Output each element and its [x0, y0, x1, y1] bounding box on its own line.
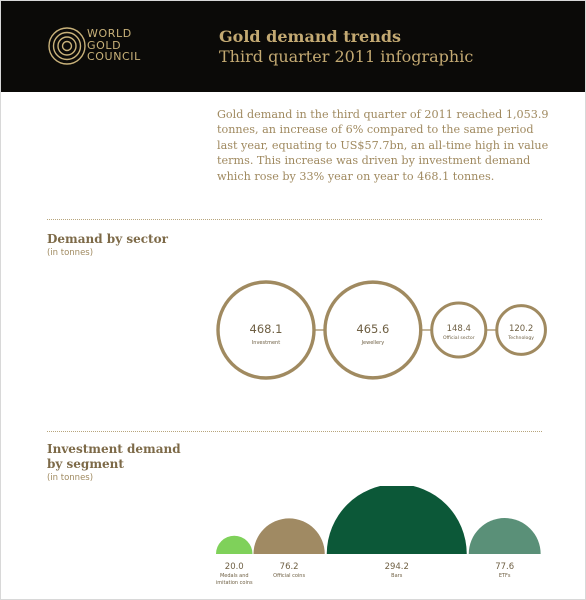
segment-value: 76.2 [279, 562, 299, 572]
brand-line: COUNCIL [87, 50, 141, 63]
page-subtitle: Third quarter 2011 infographic [219, 47, 474, 66]
intro-paragraph: Gold demand in the third quarter of 2011 reached 1,053.9 tonnes, an increase of 6% compared to the same period last year, equating to US$57.7bn, an all-time high in value terms. This increase was driven by investment demand which rose by 33% year on year to 468.1 tonnes. [217, 108, 549, 183]
bubble-label: Technology [508, 336, 534, 341]
bubble-label: Investment [251, 340, 281, 346]
segment-title-line: by segment [47, 457, 124, 471]
half-bubble-medals-and-imitation-coins [216, 536, 253, 554]
segment-label: Medals and [219, 573, 249, 579]
segment-value: 77.6 [495, 562, 515, 572]
brand-line: GOLD [87, 38, 122, 52]
world-gold-council-logo-icon [47, 26, 87, 66]
brand-name [87, 28, 141, 63]
bubble-label: Official sector [442, 336, 475, 341]
sector-section-title: Demand by sector [47, 232, 168, 246]
bubble-value: 148.4 [446, 324, 471, 334]
segment-value: 20.0 [224, 562, 244, 572]
section-divider [47, 431, 542, 432]
bubble-value: 120.2 [508, 324, 534, 334]
brand-line: WORLD [87, 27, 132, 40]
sector-bubble-chart [0, 270, 586, 420]
segment-title-line: Investment demand [47, 442, 181, 456]
half-bubble-official-coins [254, 518, 325, 554]
segment-value: 294.2 [384, 562, 409, 572]
half-bubble-etfs [469, 518, 541, 554]
segment-section-unit: (in tonnes) [47, 473, 94, 483]
segment-label: Bars [391, 573, 403, 579]
section-divider [47, 219, 542, 220]
segment-label: ETFs [498, 573, 511, 579]
segment-label: Official coins [273, 573, 306, 579]
bubble-label: Jewellery [361, 340, 385, 346]
sector-section-unit: (in tonnes) [47, 248, 94, 258]
half-bubble-bars [327, 486, 467, 554]
bubble-value: 468.1 [249, 322, 283, 336]
segment-label: imitation coins [215, 580, 253, 586]
header-bar [1, 1, 585, 92]
bubble-value: 465.6 [356, 322, 390, 336]
page-title: Gold demand trends [219, 27, 402, 46]
segment-section-title [47, 442, 181, 472]
segment-half-bubble-chart [0, 486, 586, 596]
